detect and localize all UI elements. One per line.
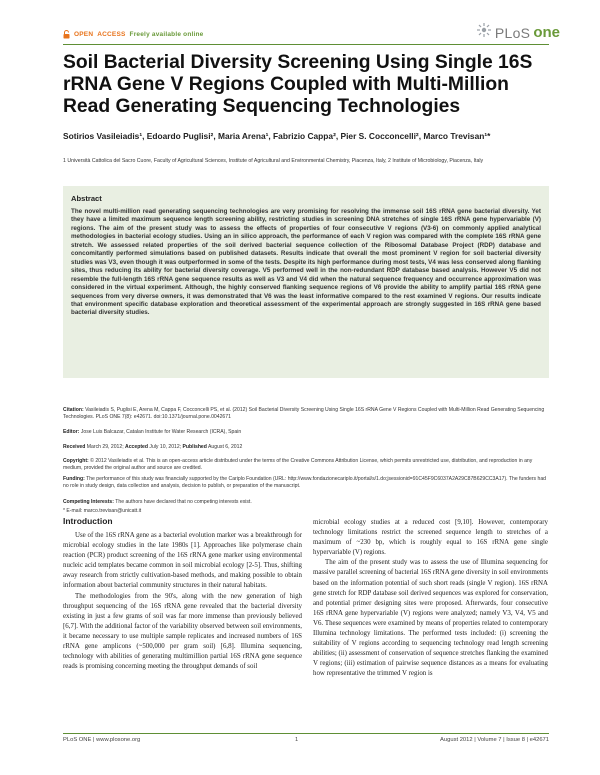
intro-column-left — [63, 531, 302, 672]
copyright — [63, 458, 549, 473]
competing-text: The authors have declared that no competing interests exist. — [115, 499, 252, 505]
intro-paragraph: The aim of the present study was to assess the use of Illumina sequencing for massive parallel screening of bacterial 16S rRNA gene diversity in soil environments based on the information potential of such short reads (single V region). 16S rRNA gene stretch for RDP database soil derived sequences was explored for conservation, and potential primer designing sites were proposed. Afterwards, four consecutive 16S rRNA gene hypervariable (V) regions were analyzed; namely V3, V4, V5 and V6. These sequences were examined by means of properties related to contemporary Illumina technology limitations. The performed tests included: (i) screening the suitability of V regions according to sequencing technology read length screening abilities; (ii) assessment of conservation of sequence stretches flanking the examined V regions; (iii) estimation of pairwise sequence distances as a means for evaluating how representative the trimmed V region is — [313, 559, 548, 678]
abstract-text: The novel multi-million read generating sequencing technologies are very promising for resolving the immense soil 16S rRNA gene bacterial diversity. Yet they have a limited maximum sequence length screening ability, restricting studies in screening DNA stretches of single 16S rRNA gene hypervariable (V) regions. The aim of the present study was to assess the effects of properties of four consecutive V regions (V3-6) on commonly applied analytical methodologies in bacterial ecology studies. Using an in silico approach, the performance of each V region was compared with the complete 16S rRNA gene stretch. We assessed related properties of the soil derived bacterial sequence collection of the Ribosomal Database Project (RDP) database and concomitantly performed simulations based on published datasets. Results indicate that overall the most prominent V region for soil bacterial diversity studies was V3, even though it was outperformed in some of the tests. Despite its high performance during most tests, V4 was less conserved along flanking sites, thus reducing its ability for bacterial diversity coverage. V5 performed well in the non-redundant RDP database based analysis. However V5 did not resemble the full-length 16S rRNA gene sequence results as well as V3 and V4 did when the natural sequence frequency and occurrence approximation was considered in the virtual experiment. Although, the highly conserved flanking sequence regions of V6 provide the ability to amplify partial 16S rRNA gene sequences from very diverse owners, it was demonstrated that V6 was the least informative compared to the rest examined V regions. Our results indicate that environment specific database exploration and theoretical assessment of the experimental approach are strongly suggested in 16S rRNA gene based bacterial diversity studies. — [71, 208, 541, 317]
received-label: Received — [63, 444, 86, 450]
plos-sun-icon — [476, 22, 492, 43]
intro-paragraph: The methodologies from the 90's, along with the new generation of high throughput sequencing of the 16S rRNA gene revealed that the bacterial diversity existing in just a few grams of soil was far more immense than previously believed [6,7]. With the additional factor of the variability observed between soil environments, it became necessary to use multiple sample replicates and increased numbers of 16S rRNA gene amplicons (~500,000 per gram soil) [6,8]. Illumina sequencing, technology with abilities of generating multimillion partial 16S rRNA gene sequence reads is promising concerning meeting the throughput demands of soil — [63, 592, 302, 671]
intro-heading: Introduction — [63, 516, 113, 526]
editor — [63, 429, 549, 436]
email-text[interactable]: * E-mail: marco.trevisan@unicatt.it — [63, 508, 142, 514]
copyright-text: © 2012 Vasileiadis et al. This is an open-access article distributed under the terms of the Creative Commons Attribution License, which permits unrestricted use, distribution, and reproduction in any medium, provided the original author and source are credited. — [63, 458, 533, 472]
editor-label: Editor: — [63, 429, 80, 435]
citation-label: Citation: — [63, 407, 84, 413]
free-available-text: Freely available online — [129, 30, 204, 38]
open-access-open: OPEN — [74, 30, 94, 38]
dates — [63, 444, 549, 451]
funding-text: The performance of this study was financially supported by the Cariplo Foundation (URL: http://www.fondazionecariplo.it/portal/s/1.do;jsessionid=91C45F9C6037A2A29C87B629CC3A17). The funders had no role in study design, data collection and analysis, decision to publish, or preparation of the manuscript. — [63, 476, 546, 490]
received-date: March 29, 2012; — [86, 444, 124, 450]
abstract-box — [63, 186, 549, 378]
footer-journal: PLoS ONE | www.plosone.org — [63, 737, 141, 743]
affiliations: 1 Università Cattolica del Sacro Cuore, Faculty of Agricultural Sciences, Institute of Agricultural and Environmental Chemistry, Piacenza, Italy, 2 Institute of Microbiology, Piacenza, Italy — [63, 158, 484, 164]
intro-paragraph: microbial ecology studies at a reduced cost [9,10]. However, contemporary technology limitations restrict the screened sequence length to stretches of a maximum of ~230 bp, which is roughly equal to 16S rRNA gene single hypervariable (V) regions. — [313, 519, 548, 557]
open-lock-icon — [63, 30, 70, 38]
accepted-label: Accepted — [125, 444, 148, 450]
footer-issue: August 2012 | Volume 7 | Issue 8 | e42671 — [440, 737, 549, 743]
citation — [63, 407, 549, 422]
header-rule — [63, 44, 549, 45]
intro-column-right — [313, 518, 548, 680]
accepted-date: July 10, 2012; — [149, 444, 182, 450]
footer-page-number: 1 — [295, 737, 299, 743]
editor-text: Jose Luis Balcazar, Catalan Institute for Water Research (ICRA), Spain — [80, 429, 242, 435]
plos-one-logo — [476, 22, 560, 43]
logo-one: one — [533, 24, 560, 41]
funding — [63, 476, 549, 491]
funding-label: Funding: — [63, 476, 85, 482]
logo-plos: PLoS — [494, 24, 531, 41]
email[interactable] — [63, 508, 549, 515]
article-title: Soil Bacterial Diversity Screening Using Single 16S rRNA Gene V Regions Coupled with Multi-Million Read Generating Sequencing Technologies — [63, 52, 533, 117]
intro-paragraph: Use of the 16S rRNA gene as a bacterial evolution marker was a breakthrough for microbial ecology studies in the late 1980s [1]. Approaches like polymerase chain reaction (PCR) product screening of the 16S rRNA gene marker using environmental nucleic acid templates became common in soil microbial ecology [2-5]. Thus, shifting away research from strictly cultivation-based methods, and making possible to obtain information about bacterial community structures in their natural habitats. — [63, 532, 302, 590]
author-list: Sotirios Vasileiadis¹, Edoardo Puglisi², Maria Arena¹, Fabrizio Cappa², Pier S. Cocconcelli², Marco Trevisan¹* — [63, 131, 491, 141]
published-date: August 6, 2012 — [208, 444, 243, 450]
competing-label: Competing Interests: — [63, 499, 114, 505]
open-access-access: ACCESS — [97, 30, 126, 38]
copyright-label: Copyright: — [63, 458, 89, 464]
abstract-heading: Abstract — [71, 194, 102, 203]
footer-rule — [63, 733, 549, 734]
published-label: Published — [182, 444, 207, 450]
citation-text: Vasileiadis S, Puglisi E, Arena M, Cappa F, Cocconcelli PS, et al. (2012) Soil Bacterial Diversity Screening Using Single 16S rRNA Gene V Regions Coupled with Multi-Million Read Generating Sequencing Technologies. PLoS ONE 7(8): e42671. doi:10.1371/journal.pone.0042671 — [63, 407, 545, 421]
competing-interests — [63, 499, 549, 506]
open-access-banner — [63, 30, 204, 38]
